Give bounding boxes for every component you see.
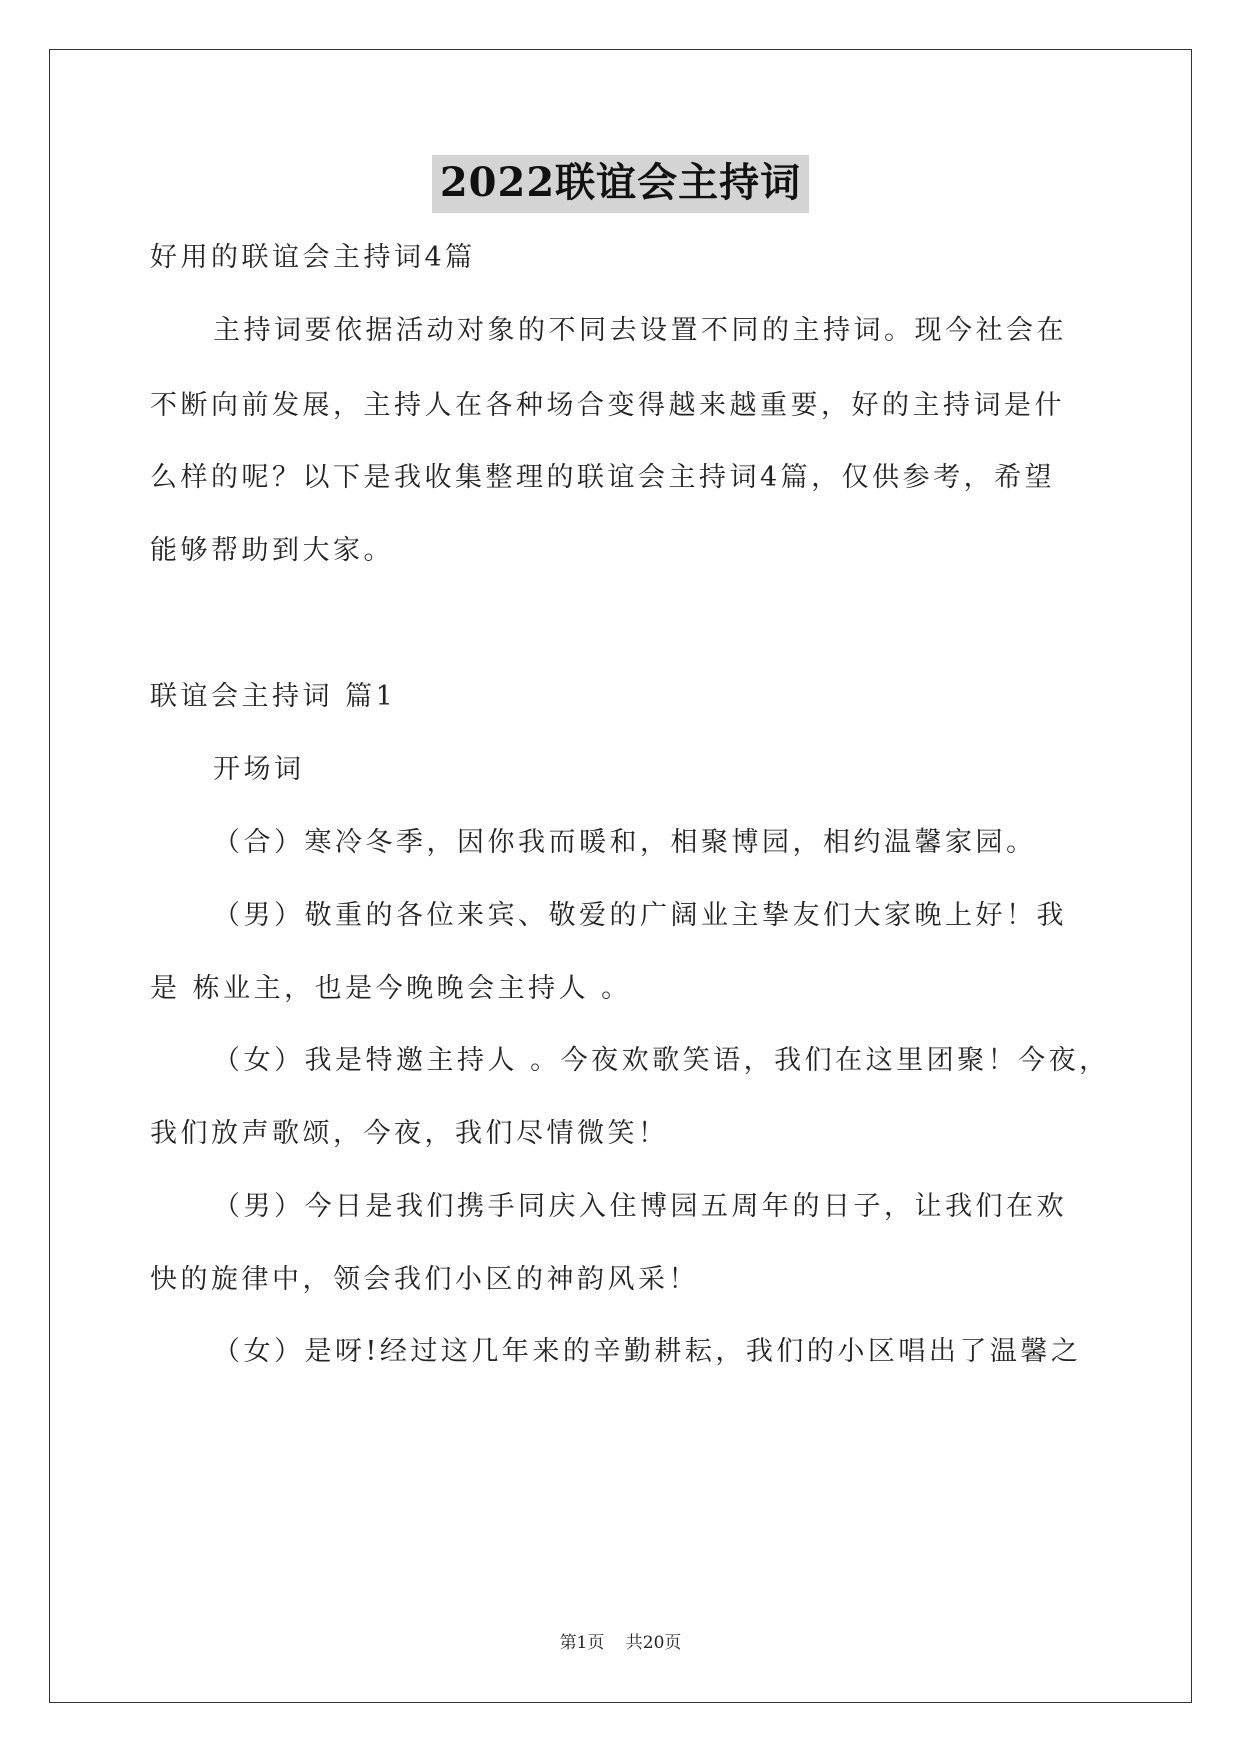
document-subtitle: 好用的联谊会主持词4篇 xyxy=(150,242,476,273)
intro-line: 不断向前发展，主持人在各种场合变得越来越重要，好的主持词是什 xyxy=(150,390,1065,421)
document-title-wrapper xyxy=(0,155,1241,213)
intro-line: 么样的呢？以下是我收集整理的联谊会主持词4篇，仅供参考，希望 xyxy=(150,462,1056,493)
body-line: （男）敬重的各位来宾、敬爱的广阔业主挚友们大家晚上好！我 xyxy=(213,900,1067,931)
intro-line: 主持词要依据活动对象的不同去设置不同的主持词。现今社会在 xyxy=(213,315,1067,346)
page-total: 共20页 xyxy=(625,1633,682,1653)
body-line: 我们放声歌颂，今夜，我们尽情微笑！ xyxy=(150,1118,669,1149)
body-line: （合）寒冷冬季，因你我而暖和，相聚博园，相约温馨家园。 xyxy=(213,827,1037,858)
intro-line: 能够帮助到大家。 xyxy=(150,535,394,566)
body-line: （男）今日是我们携手同庆入住博园五周年的日子，让我们在欢 xyxy=(213,1191,1067,1222)
opening-label: 开场词 xyxy=(213,754,305,785)
document-title: 2022联谊会主持词 xyxy=(432,155,809,213)
body-line: （女）我是特邀主持人 。今夜欢歌笑语，我们在这里团聚！今夜， xyxy=(213,1045,1110,1076)
body-line: （女）是呀!经过这几年来的辛勤耕耘，我们的小区唱出了温馨之 xyxy=(213,1336,1082,1367)
page-number: 第1页 xyxy=(559,1633,605,1653)
page-border xyxy=(49,49,1192,1703)
body-line: 是 栋业主，也是今晚晚会主持人 。 xyxy=(150,973,632,1004)
page-footer xyxy=(0,1628,1241,1653)
body-line: 快的旋律中，领会我们小区的神韵风采！ xyxy=(150,1264,699,1295)
section-heading: 联谊会主持词 篇1 xyxy=(150,681,397,712)
